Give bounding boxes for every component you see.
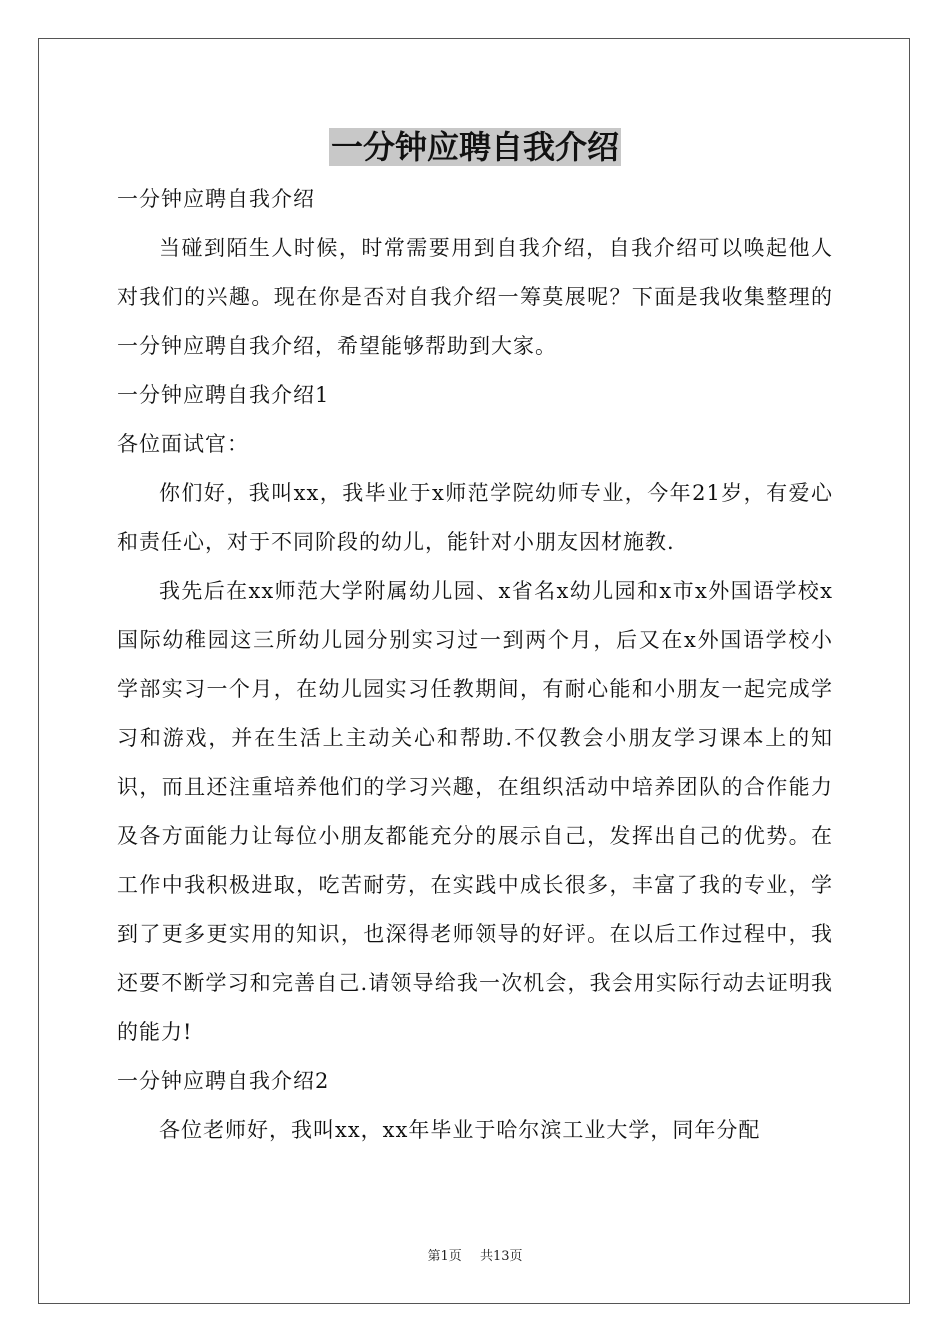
body-paragraph: 你们好，我叫xx，我毕业于x师范学院幼师专业，今年21岁，有爱心和责任心，对于不同阶段的幼儿，能针对小朋友因材施教. [117, 481, 833, 554]
page-number: 第1页 [427, 1249, 462, 1264]
body-paragraph: 各位面试官： [117, 432, 249, 456]
body-paragraph: 一分钟应聘自我介绍1 [117, 383, 330, 407]
document-title [0, 124, 950, 170]
body-paragraph: 我先后在xx师范大学附属幼儿园、x省名x幼儿园和x市x外国语学校x国际幼稚园这三所幼儿园分别实习过一到两个月，后又在x外国语学校小学部实习一个月，在幼儿园实习任教期间，有耐心能和小朋友一起完成学习和游戏，并在生活上主动关心和帮助.不仅教会小朋友学习课本上的知识，而且还注重培养他们的学习兴趣，在组织活动中培养团队的合作能力及各方面能力让每位小朋友都能充分的展示自己，发挥出自己的优势。在工作中我积极进取，吃苦耐劳，在实践中成长很多，丰富了我的专业，学到了更多更实用的知识，也深得老师领导的好评。在以后工作过程中，我还要不断学习和完善自己.请领导给我一次机会，我会用实际行动去证明我的能力! [117, 579, 833, 1044]
page-total: 共13页 [479, 1249, 523, 1264]
body-paragraph: 当碰到陌生人时候，时常需要用到自我介绍，自我介绍可以唤起他人对我们的兴趣。现在你是否对自我介绍一筹莫展呢？下面是我收集整理的一分钟应聘自我介绍，希望能够帮助到大家。 [117, 236, 833, 358]
body-paragraph: 一分钟应聘自我介绍 [117, 187, 315, 211]
body-paragraph: 各位老师好，我叫xx，xx年毕业于哈尔滨工业大学，同年分配 [159, 1118, 761, 1142]
document-body [117, 175, 833, 1155]
page-footer [0, 1248, 950, 1266]
document-title-text: 一分钟应聘自我介绍 [330, 128, 619, 166]
body-paragraph: 一分钟应聘自我介绍2 [117, 1069, 330, 1093]
